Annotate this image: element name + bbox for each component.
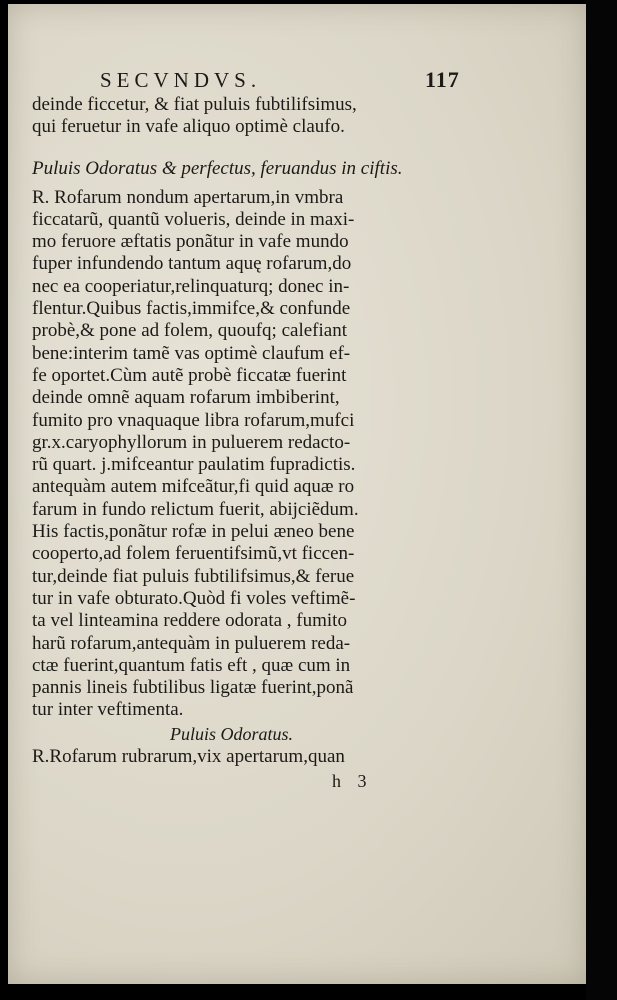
text-line: fuper infundendo tantum aquę rofarum,do bbox=[32, 253, 352, 275]
text-line: gr.x.caryophyllorum in puluerem redacto- bbox=[32, 431, 351, 453]
text-line: R. Rofarum nondum apertarum,in vmbra bbox=[32, 186, 344, 208]
text-line: tur inter veftimenta. bbox=[32, 699, 184, 721]
text-line: tur in vafe obturato.Quòd fi voles veftimẽ- bbox=[32, 587, 356, 609]
page-edge-shadow bbox=[586, 0, 617, 1000]
section-heading: Puluis Odoratus & perfectus, feruandus in ciftis. bbox=[32, 157, 403, 179]
text-line: nec ea cooperiatur,relinquaturq; donec in- bbox=[32, 275, 350, 297]
page-text bbox=[32, 64, 460, 794]
text-line: mo feruore æftatis ponãtur in vafe mundo bbox=[32, 231, 349, 253]
intro-paragraph bbox=[32, 94, 452, 139]
text-line: deinde omnẽ aquam rofarum imbiberint, bbox=[32, 387, 340, 409]
text-line: harũ rofarum,antequàm in puluerem reda- bbox=[32, 632, 351, 654]
text-line: ta vel linteamina reddere odorata , fumito bbox=[32, 610, 347, 632]
page-number: 117 bbox=[425, 67, 460, 92]
recipe-paragraph bbox=[32, 187, 452, 722]
text-line: farum in fundo relictum fuerit, abijciẽdum. bbox=[32, 498, 359, 520]
text-line: qui feruetur in vafe aliquo optimè claufo. bbox=[32, 116, 345, 138]
final-line: R.Rofarum rubrarum,vix apertarum,quan bbox=[32, 745, 345, 767]
text-line: rũ quart. j.mifceantur paulatim fupradictis. bbox=[32, 454, 356, 476]
subheading: Puluis Odoratus. bbox=[170, 723, 294, 744]
text-line: flentur.Quibus factis,immifce,& confunde bbox=[32, 298, 351, 320]
text-line: deinde ficcetur, & fiat puluis fubtilifsimus, bbox=[32, 94, 357, 115]
text-line: probè,& pone ad folem, quoufq; calefiant bbox=[32, 320, 347, 342]
text-line: fe oportet.Cùm autẽ probè ficcatæ fuerint bbox=[32, 364, 347, 386]
running-head-title: SECVNDVS. bbox=[100, 68, 262, 92]
text-line: pannis lineis fubtilibus ligatæ fuerint,ponã bbox=[32, 677, 354, 699]
text-line: His factis,ponãtur rofæ in pelui æneo bene bbox=[32, 521, 355, 543]
text-line: ficcatarũ, quantũ volueris, deinde in maxi- bbox=[32, 208, 355, 230]
text-line: fumito pro vnaquaque libra rofarum,mufci bbox=[32, 409, 355, 431]
text-line: cooperto,ad folem feruentifsimũ,vt ficcen- bbox=[32, 543, 355, 565]
text-line: ctæ fuerint,quantum fatis eft , quæ cum in bbox=[32, 654, 351, 676]
text-line: antequàm autem mifceãtur,fi quid aquæ ro bbox=[32, 476, 355, 498]
text-line: bene:interim tamẽ vas optimè claufum ef- bbox=[32, 342, 351, 364]
signature-mark: h 3 bbox=[332, 771, 373, 792]
running-head bbox=[32, 64, 460, 94]
text-line: tur,deinde fiat puluis fubtilifsimus,& ferue bbox=[32, 565, 355, 587]
